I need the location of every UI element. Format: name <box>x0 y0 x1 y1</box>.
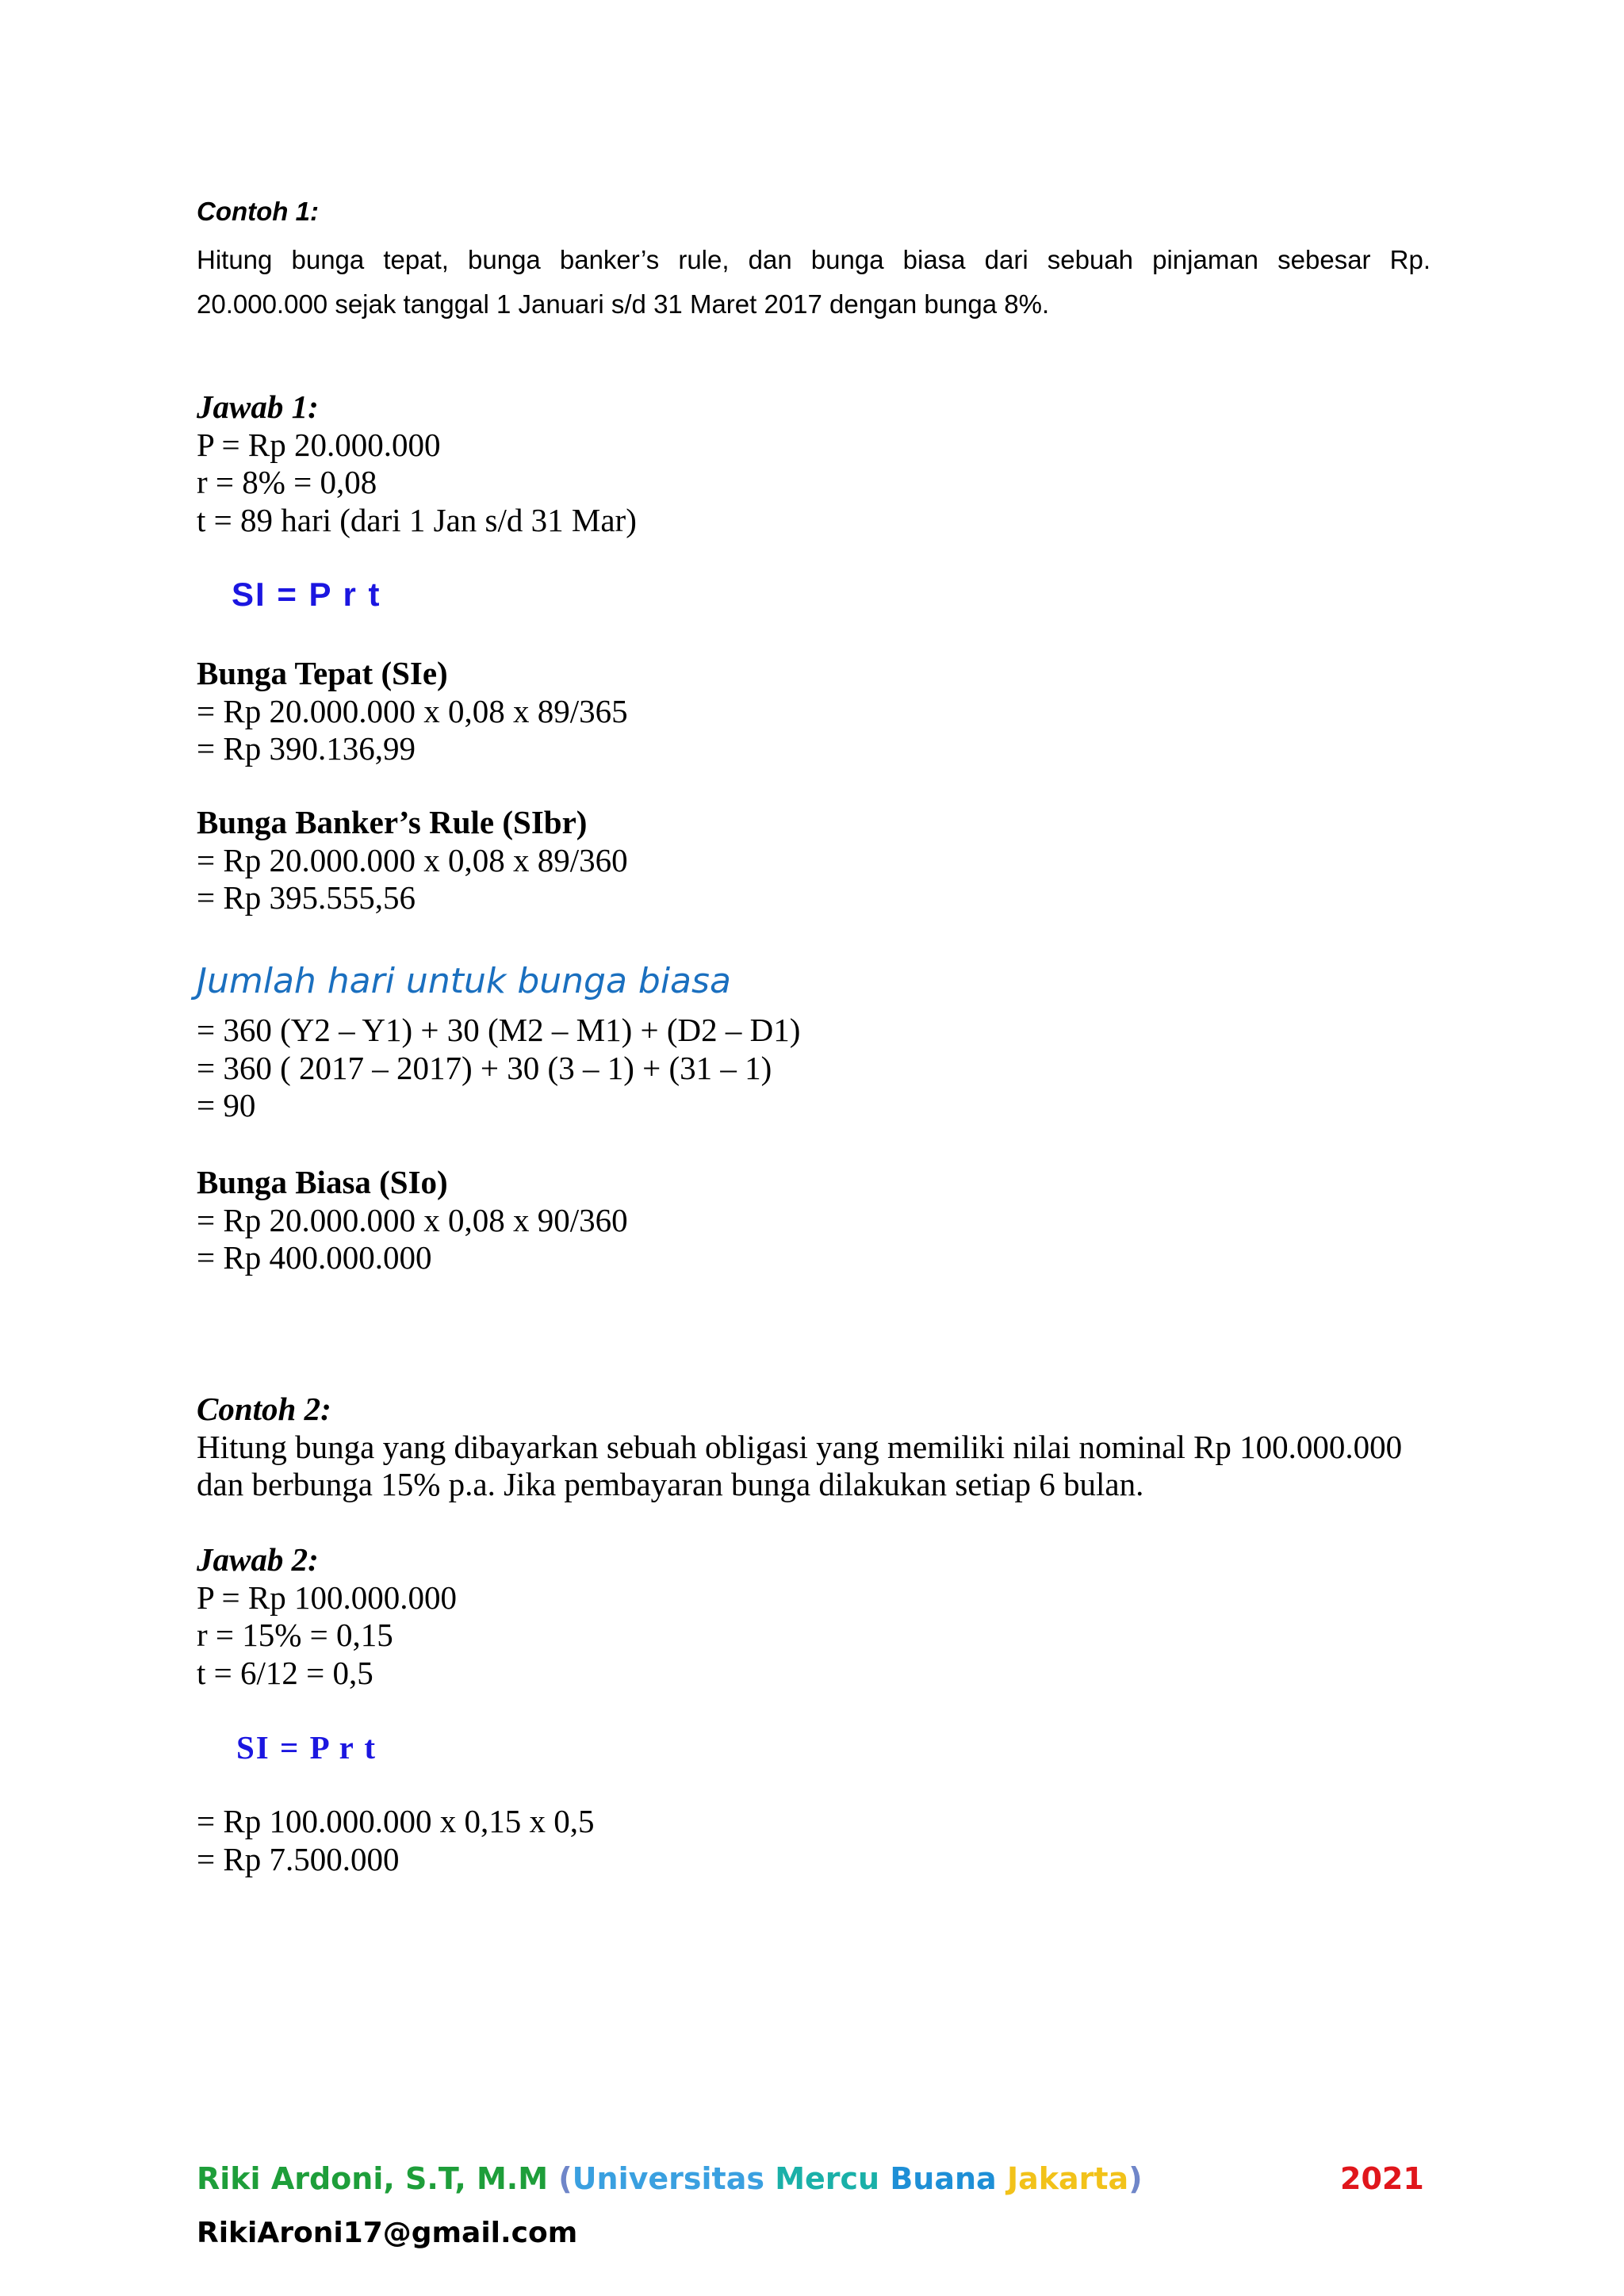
jumlah-hari-line-2: = 360 ( 2017 – 2017) + 30 (3 – 1) + (31 – 1) <box>197 1049 772 1086</box>
bunga-tepat-title: Bunga Tepat (SIe) <box>197 655 448 691</box>
bunga-tepat-line-2: = Rp 390.136,99 <box>197 730 416 767</box>
jawab1-block <box>197 388 637 539</box>
contoh2-line-2: dan berbunga 15% p.a. Jika pembayaran bunga dilakukan setiap 6 bulan. <box>197 1466 1144 1502</box>
bunga-biasa-line-1: = Rp 20.000.000 x 0,08 x 90/360 <box>197 1201 628 1238</box>
jawab2-result-block <box>197 1803 594 1878</box>
bunga-biasa-line-2: = Rp 400.000.000 <box>197 1239 432 1276</box>
jawab1-line-t: t = 89 hari (dari 1 Jan s/d 31 Mar) <box>197 501 637 538</box>
jumlah-hari-line-3: = 90 <box>197 1087 256 1123</box>
footer-close-paren: ) <box>1128 2161 1143 2196</box>
jawab2-title: Jawab 2: <box>197 1541 319 1578</box>
jawab1-line-p: P = Rp 20.000.000 <box>197 426 441 463</box>
contoh1-line-1: Hitung bunga tepat, bunga banker’s rule, dan bunga biasa dari sebuah pinjaman sebesar Rp. <box>197 245 1431 274</box>
footer-email: RikiAroni17@gmail.com <box>197 2217 578 2249</box>
jumlah-hari-heading: Jumlah hari untuk bunga biasa <box>197 961 731 1001</box>
footer-univ-word-3: Buana <box>890 2161 997 2196</box>
bunga-tepat-block <box>197 655 628 768</box>
jumlah-hari-block <box>197 1012 800 1125</box>
contoh2-block <box>197 1391 1402 1504</box>
contoh1-title: Contoh 1: <box>197 197 319 226</box>
footer-year: 2021 <box>1340 2161 1424 2196</box>
footer-univ-word-4: Jakarta <box>1006 2161 1129 2196</box>
footer-univ-word-2: Mercu <box>775 2161 880 2196</box>
bunga-tepat-line-1: = Rp 20.000.000 x 0,08 x 89/365 <box>197 692 628 729</box>
footer-author-line <box>197 2161 1143 2196</box>
jawab1-title: Jawab 1: <box>197 388 319 425</box>
jumlah-hari-line-1: = 360 (Y2 – Y1) + 30 (M2 – M1) + (D2 – D1) <box>197 1012 801 1048</box>
bunga-bankers-line-1: = Rp 20.000.000 x 0,08 x 89/360 <box>197 841 628 878</box>
contoh2-title: Contoh 2: <box>197 1391 331 1427</box>
bunga-biasa-title: Bunga Biasa (SIo) <box>197 1164 448 1200</box>
jawab2-line-r: r = 15% = 0,15 <box>197 1617 393 1653</box>
formula-si-2: SI = P r t <box>236 1729 377 1766</box>
jawab2-line-t: t = 6/12 = 0,5 <box>197 1654 373 1691</box>
contoh2-line-1: Hitung bunga yang dibayarkan sebuah obligasi yang memiliki nilai nominal Rp 100.000.000 <box>197 1428 1403 1465</box>
jawab2-result-line-1: = Rp 100.000.000 x 0,15 x 0,5 <box>197 1803 595 1839</box>
footer-univ-word-1: Universitas <box>572 2161 764 2196</box>
formula-si-1: SI = P r t <box>232 576 381 613</box>
contoh1-paragraph <box>197 238 1431 327</box>
bunga-bankers-block <box>197 804 628 917</box>
jawab2-block <box>197 1541 457 1692</box>
contoh1-line-2: 20.000.000 sejak tanggal 1 Januari s/d 31 Maret 2017 dengan bunga 8%. <box>197 289 1050 319</box>
footer-open-paren: ( <box>558 2161 573 2196</box>
bunga-bankers-title: Bunga Banker’s Rule (SIbr) <box>197 804 588 840</box>
jawab1-line-r: r = 8% = 0,08 <box>197 464 377 500</box>
bunga-bankers-line-2: = Rp 395.555,56 <box>197 879 416 916</box>
jawab2-line-p: P = Rp 100.000.000 <box>197 1578 457 1616</box>
bunga-biasa-block <box>197 1164 628 1277</box>
footer-author: Riki Ardoni, S.T, M.M <box>197 2161 549 2196</box>
jawab2-result-line-2: = Rp 7.500.000 <box>197 1840 400 1877</box>
